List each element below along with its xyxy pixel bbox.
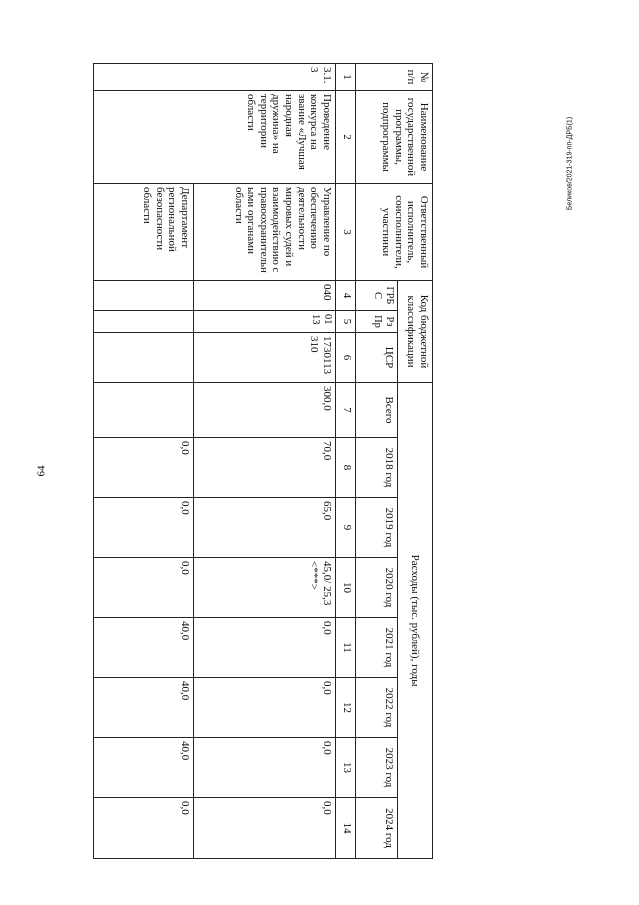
row-rzpr xyxy=(94,311,194,333)
col-number: 11 xyxy=(336,618,356,678)
header-year: 2020 год xyxy=(356,558,398,618)
header-grbs: ГРБС xyxy=(356,281,398,311)
header-responsible: Ответственный исполнитель, соисполнители, участники xyxy=(356,184,433,281)
row-year-value: 0,0 xyxy=(94,798,194,859)
row-grbs: 040 xyxy=(194,281,336,311)
col-number: 9 xyxy=(336,498,356,558)
header-num: № п/п xyxy=(356,64,433,91)
row-year-value: 40,0 xyxy=(94,738,194,798)
header-csr: ЦСР xyxy=(356,333,398,383)
row-total: 300,0 xyxy=(194,383,336,438)
row-name: Проведение конкурса на звание «Лучшая народная дружина» на территории области xyxy=(94,91,336,184)
header-year: 2018 год xyxy=(356,438,398,498)
header-year: 2021 год xyxy=(356,618,398,678)
document-id: Беликов/2021-319-пп-ДРБ(1) xyxy=(566,116,574,211)
col-number: 2 xyxy=(336,91,356,184)
row-number: 3.1.3 xyxy=(94,64,336,91)
col-number: 13 xyxy=(336,738,356,798)
header-year: 2024 год xyxy=(356,798,398,859)
header-total: Всего xyxy=(356,383,398,438)
col-number: 14 xyxy=(336,798,356,859)
header-year: 2022 год xyxy=(356,678,398,738)
row-year-value: 40,0 xyxy=(94,678,194,738)
row-responsible: Управление по обеспечению деятельности мировых судей и взаимодействию с правоохранительными органами области xyxy=(194,184,336,281)
rotated-table-wrapper xyxy=(94,63,433,858)
header-expenses-group: Расходы (тыс. рублей), годы xyxy=(398,383,433,859)
col-number: 4 xyxy=(336,281,356,311)
row-year-value: 0,0 xyxy=(194,618,336,678)
row-year-value: 0,0 xyxy=(194,798,336,859)
header-name: Наименование государственной программы, подпрограммы xyxy=(356,91,433,184)
row-rzpr: 0113 xyxy=(194,311,336,333)
col-number: 10 xyxy=(336,558,356,618)
col-number: 1 xyxy=(336,64,356,91)
page-number: 64 xyxy=(35,465,48,477)
row-year-value: 65,0 xyxy=(194,498,336,558)
col-number: 3 xyxy=(336,184,356,281)
col-number: 8 xyxy=(336,438,356,498)
row-year-value: 70,0 xyxy=(194,438,336,498)
row-total xyxy=(94,383,194,438)
row-year-value: 0,0 xyxy=(94,498,194,558)
row-grbs xyxy=(94,281,194,311)
header-code-group: Код бюджетной классификации xyxy=(398,281,433,383)
expenses-table xyxy=(93,63,433,859)
row-year-value: 0,0 xyxy=(94,438,194,498)
col-number: 12 xyxy=(336,678,356,738)
col-number: 6 xyxy=(336,333,356,383)
row-year-value: 0,0 xyxy=(94,558,194,618)
row-year-value: 0,0 xyxy=(194,738,336,798)
col-number: 5 xyxy=(336,311,356,333)
header-rzpr: Рз Пр xyxy=(356,311,398,333)
row-year-value: 0,0 xyxy=(194,678,336,738)
header-year: 2019 год xyxy=(356,498,398,558)
row-responsible: Департамент региональной безопасности области xyxy=(94,184,194,281)
col-number: 7 xyxy=(336,383,356,438)
row-csr xyxy=(94,333,194,383)
row-year-value: 45,0/ 25,3 <***> xyxy=(194,558,336,618)
header-year: 2023 год xyxy=(356,738,398,798)
row-year-value: 40,0 xyxy=(94,618,194,678)
row-csr: 1730113310 xyxy=(194,333,336,383)
